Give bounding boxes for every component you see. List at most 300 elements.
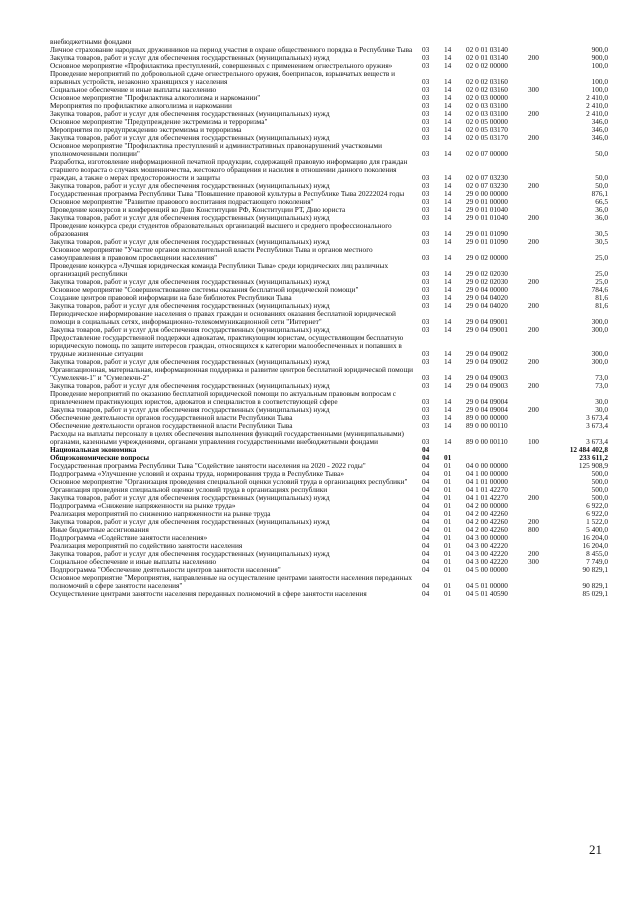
- row-section: 03: [422, 173, 430, 182]
- row-name: Создание центров правовой информации на базе библиотек Республики Тыва: [50, 293, 292, 302]
- row-subsection: 14: [444, 181, 452, 190]
- row-subsection: 14: [444, 381, 452, 390]
- row-subsection: 14: [444, 173, 452, 182]
- table-row: [50, 430, 608, 446]
- row-name: Основное мероприятие "Профилактика алкоголизма и наркомании": [50, 93, 261, 102]
- row-expense-type: [528, 462, 550, 470]
- row-expense-type: 200: [528, 181, 539, 190]
- row-section: 03: [422, 189, 430, 198]
- row-expense-type: [528, 390, 550, 406]
- row-section: 04: [422, 501, 430, 510]
- row-name: Основное мероприятие "Предупреждение экстремизма и терроризма": [50, 117, 268, 126]
- row-expense-type: [528, 38, 550, 46]
- row-section: 03: [422, 133, 430, 142]
- row-amount: 784,6: [591, 285, 608, 294]
- row-amount: 36,0: [595, 205, 608, 214]
- row-subsection: 01: [444, 541, 452, 550]
- row-section: 03: [422, 405, 430, 414]
- row-name: Общеэкономические вопросы: [50, 453, 150, 462]
- row-name: Закупка товаров, работ и услуг для обеспечения государственных (муниципальных) нужд: [50, 517, 330, 526]
- row-amount: 300,0: [591, 357, 608, 366]
- row-amount: 346,0: [591, 117, 608, 126]
- table-row: [50, 590, 608, 598]
- row-name: Основное мероприятие «Профилактика преступлений, совершенных с применением огнестрельного оружия»: [50, 61, 393, 70]
- row-expense-type: 200: [528, 493, 539, 502]
- row-name: Закупка товаров, работ и услуг для обеспечения государственных (муниципальных) нужд: [50, 237, 330, 246]
- row-name: Организация проведения специальной оценки условий труда в организациях республики: [50, 485, 328, 494]
- row-amount: 300,0: [591, 317, 608, 326]
- row-amount: 3 673,4: [586, 437, 608, 446]
- row-name: Социальное обеспечение и иные выплаты населению: [50, 557, 217, 566]
- row-name: Мероприятия по предупреждению экстремизма и терроризма: [50, 125, 242, 134]
- row-expense-type: 200: [528, 53, 539, 62]
- row-amount: 25,0: [595, 277, 608, 286]
- row-subsection: 01: [444, 549, 452, 558]
- row-target-article: 29 0 04 09004: [466, 397, 508, 406]
- row-amount: 16 204,0: [582, 541, 608, 550]
- row-target-article: 02 0 03 00000: [466, 93, 508, 102]
- row-name: Закупка товаров, работ и услуг для обеспечения государственных (муниципальных) нужд: [50, 181, 330, 190]
- row-target-article: 29 0 01 00000: [466, 197, 508, 206]
- row-name: Проведение конкурса «Лучшая юридическая команда Республики Тыва» среди юридических лиц различных организаций республики: [50, 261, 389, 278]
- row-name: Проведение мероприятий по добровольной сдаче огнестрельного оружия, боеприпасов, взрывчатых веществ и взрывных устройств, незаконно хранящихся у населения: [50, 69, 396, 86]
- row-section: 03: [422, 205, 430, 214]
- row-expense-type: 200: [528, 109, 539, 118]
- row-subsection: 01: [444, 509, 452, 518]
- row-amount: 50,0: [595, 173, 608, 182]
- row-name: Основное мероприятие "Развитие правового воспитания подрастающего поколения": [50, 197, 314, 206]
- row-amount: 876,1: [591, 189, 608, 198]
- row-target-article: 29 0 01 01090: [466, 229, 508, 238]
- row-amount: 233 611,2: [579, 453, 608, 462]
- row-target-article: 29 0 02 02030: [466, 269, 508, 278]
- row-section: 04: [422, 469, 430, 478]
- row-amount: 500,0: [591, 485, 608, 494]
- row-name: Основное мероприятие "Участие органов исполнительной власти Республики Тыва и органов местного самоуправления в правовом просвещении населения": [50, 245, 373, 262]
- row-expense-type: [528, 158, 550, 182]
- row-section: 04: [422, 517, 430, 526]
- row-section: 04: [422, 485, 430, 494]
- row-expense-type: [528, 566, 550, 574]
- row-subsection: 14: [444, 277, 452, 286]
- row-amount: 81,6: [595, 293, 608, 302]
- row-section: 04: [422, 525, 430, 534]
- row-target-article: 29 0 04 09003: [466, 373, 508, 382]
- row-subsection: 14: [444, 213, 452, 222]
- row-target-article: 29 0 02 02030: [466, 277, 508, 286]
- row-name: Закупка товаров, работ и услуг для обеспечения государственных (муниципальных) нужд: [50, 381, 330, 390]
- row-target-article: 89 0 00 00110: [466, 421, 508, 430]
- row-amount: 6 922,0: [586, 501, 608, 510]
- row-subsection: 14: [444, 349, 452, 358]
- row-subsection: 14: [444, 285, 452, 294]
- row-amount: 81,6: [595, 301, 608, 310]
- row-target-article: 02 0 07 03230: [466, 173, 508, 182]
- row-section: 03: [422, 293, 430, 302]
- row-section: 03: [422, 397, 430, 406]
- row-target-article: 04 5 00 00000: [466, 565, 508, 574]
- row-target-article: 04 2 00 42260: [466, 517, 508, 526]
- row-target-article: 02 0 02 00000: [466, 61, 508, 70]
- table-row: [50, 366, 608, 382]
- row-subsection: 01: [444, 493, 452, 502]
- row-name: Личное страхование народных дружинников на период участия в охране общественного порядка в Республике Тыва: [50, 45, 413, 54]
- row-amount: 30,0: [595, 397, 608, 406]
- row-subsection: 14: [444, 61, 452, 70]
- row-section: 03: [422, 301, 430, 310]
- row-target-article: 04 3 00 42220: [466, 541, 508, 550]
- row-subsection: 14: [444, 437, 452, 446]
- row-target-article: 02 0 07 00000: [466, 149, 508, 158]
- row-section: 03: [422, 101, 430, 110]
- row-subsection: 14: [444, 301, 452, 310]
- row-name: Закупка товаров, работ и услуг для обеспечения государственных (муниципальных) нужд: [50, 277, 330, 286]
- row-target-article: 04 3 00 00000: [466, 533, 508, 542]
- row-name: Разработка, изготовление информационной печатной продукции, содержащей правовую информацию для граждан старшего возраста о случаях мошенничества, жестокого обращения и насилия в отношении данного поколения граждан, а также о мерах предосторожности и защиты: [50, 157, 408, 182]
- row-amount: 2 410,0: [586, 93, 608, 102]
- row-amount: 500,0: [591, 493, 608, 502]
- row-target-article: 04 3 00 42220: [466, 549, 508, 558]
- budget-table-body: [50, 38, 608, 598]
- row-amount: 3 673,4: [586, 421, 608, 430]
- row-name: Реализация мероприятий по снижению напряженности на рынке труда: [50, 509, 271, 518]
- row-name: Мероприятия по профилактике алкоголизма и наркомании: [50, 101, 232, 110]
- row-subsection: 14: [444, 237, 452, 246]
- row-name: Обеспечение деятельности органов государственной власти Республики Тыва: [50, 413, 293, 422]
- row-section: 04: [422, 581, 430, 590]
- row-subsection: 01: [444, 525, 452, 534]
- row-amount: 8 455,0: [586, 549, 608, 558]
- row-target-article: 04 1 00 00000: [466, 469, 508, 478]
- row-section: 03: [422, 149, 430, 158]
- row-amount: 5 400,0: [586, 525, 608, 534]
- row-section: 04: [422, 453, 430, 462]
- row-section: 03: [422, 253, 430, 262]
- row-expense-type: [528, 478, 550, 486]
- row-subsection: 14: [444, 53, 452, 62]
- row-name: Основное мероприятие "Профилактика преступлений и административных правонарушений участковыми уполномоченными полиции": [50, 141, 383, 158]
- row-section: 04: [422, 509, 430, 518]
- row-subsection: 14: [444, 125, 452, 134]
- row-name: Проведение конкурсов и конференций ко Дню Конституции РФ, Конституции РТ, Дню юриста: [50, 205, 346, 214]
- row-section: 03: [422, 325, 430, 334]
- row-expense-type: [528, 286, 550, 294]
- row-amount: 500,0: [591, 477, 608, 486]
- row-subsection: 01: [444, 533, 452, 542]
- row-name: Подпрограмма «Снижение напряженности на рынке труда»: [50, 501, 236, 510]
- row-expense-type: [528, 590, 550, 598]
- row-expense-type: 200: [528, 517, 539, 526]
- row-expense-type: 100: [528, 437, 539, 446]
- page-number: 21: [589, 842, 602, 857]
- row-expense-type: 200: [528, 301, 539, 310]
- row-amount: 50,0: [595, 149, 608, 158]
- row-section: 04: [422, 493, 430, 502]
- row-target-article: 04 0 00 00000: [466, 461, 508, 470]
- row-section: 03: [422, 413, 430, 422]
- row-subsection: 14: [444, 117, 452, 126]
- row-target-article: 04 5 01 00000: [466, 581, 508, 590]
- row-expense-type: [528, 454, 550, 462]
- row-amount: 25,0: [595, 253, 608, 262]
- row-amount: 3 673,4: [586, 413, 608, 422]
- row-target-article: 02 0 03 03100: [466, 109, 508, 118]
- row-target-article: 89 0 00 00110: [466, 437, 508, 446]
- row-target-article: 04 2 00 42260: [466, 525, 508, 534]
- row-target-article: 04 2 00 42260: [466, 509, 508, 518]
- row-section: 04: [422, 461, 430, 470]
- table-row: [50, 262, 608, 278]
- budget-table: [50, 38, 608, 598]
- row-subsection: 14: [444, 229, 452, 238]
- row-section: 03: [422, 373, 430, 382]
- row-amount: 36,0: [595, 213, 608, 222]
- row-subsection: 14: [444, 149, 452, 158]
- row-amount: 30,5: [595, 237, 608, 246]
- row-subsection: 14: [444, 77, 452, 86]
- row-name: Закупка товаров, работ и услуг для обеспечения государственных (муниципальных) нужд: [50, 109, 330, 118]
- row-expense-type: [528, 62, 550, 70]
- row-name: Закупка товаров, работ и услуг для обеспечения государственных (муниципальных) нужд: [50, 53, 330, 62]
- row-section: 03: [422, 421, 430, 430]
- row-name: Закупка товаров, работ и услуг для обеспечения государственных (муниципальных) нужд: [50, 213, 330, 222]
- row-expense-type: [528, 414, 550, 422]
- row-target-article: 04 1 01 00000: [466, 477, 508, 486]
- row-target-article: 29 0 04 09003: [466, 381, 508, 390]
- row-target-article: 04 3 00 42220: [466, 557, 508, 566]
- row-expense-type: [528, 366, 550, 382]
- row-amount: 346,0: [591, 125, 608, 134]
- row-expense-type: 200: [528, 237, 539, 246]
- row-section: 03: [422, 117, 430, 126]
- row-expense-type: [528, 574, 550, 590]
- row-expense-type: [528, 70, 550, 86]
- row-amount: 300,0: [591, 349, 608, 358]
- row-subsection: 01: [444, 485, 452, 494]
- row-target-article: 29 0 04 00000: [466, 285, 508, 294]
- row-subsection: 14: [444, 197, 452, 206]
- row-name: Подпрограмма «Улучшение условий и охраны труда, нормирования труда в Республике Тыва»: [50, 469, 345, 478]
- row-target-article: 29 0 04 04020: [466, 293, 508, 302]
- row-amount: 85 029,1: [582, 589, 608, 598]
- row-name: Организационная, материальная, информационная поддержка и развитие центров бесплатной юридической помощи "Сумелекчи-1" и "Сумелекчи-2": [50, 365, 413, 382]
- row-target-article: 02 0 02 03160: [466, 77, 508, 86]
- row-section: 03: [422, 181, 430, 190]
- row-subsection: 14: [444, 373, 452, 382]
- table-row: [50, 158, 608, 182]
- row-name: Закупка товаров, работ и услуг для обеспечения государственных (муниципальных) нужд: [50, 301, 330, 310]
- row-amount: 66,5: [595, 197, 608, 206]
- row-target-article: 04 1 01 42270: [466, 493, 508, 502]
- row-amount: 12 484 402,8: [569, 445, 608, 454]
- row-target-article: 29 0 00 00000: [466, 189, 508, 198]
- row-expense-type: [528, 422, 550, 430]
- row-section: 04: [422, 477, 430, 486]
- row-name: Периодическое информирование населения о правах граждан и основаниях оказания бесплатной юридической помощи в социальных сетях, информационно-телекоммуникационной сети "Интернет": [50, 309, 396, 326]
- row-expense-type: 200: [528, 133, 539, 142]
- table-row: [50, 574, 608, 590]
- row-section: 04: [422, 565, 430, 574]
- row-amount: 90 829,1: [582, 565, 608, 574]
- row-expense-type: 200: [528, 277, 539, 286]
- table-row: [50, 334, 608, 358]
- table-row: [50, 142, 608, 158]
- row-expense-type: [528, 534, 550, 542]
- row-section: 03: [422, 61, 430, 70]
- row-subsection: 14: [444, 413, 452, 422]
- row-section: 03: [422, 45, 430, 54]
- row-expense-type: [528, 470, 550, 478]
- row-subsection: 14: [444, 357, 452, 366]
- row-expense-type: 300: [528, 557, 539, 566]
- row-expense-type: [528, 190, 550, 198]
- row-subsection: 14: [444, 293, 452, 302]
- row-name: Основное мероприятие "Организация проведения специальной оценки условий труда в организациях республики": [50, 477, 408, 486]
- row-subsection: 14: [444, 93, 452, 102]
- row-section: 03: [422, 381, 430, 390]
- row-subsection: 14: [444, 45, 452, 54]
- row-target-article: 29 0 01 01090: [466, 237, 508, 246]
- row-name: Проведение конкурса среди студентов образовательных организаций высшего и среднего профессионального образования: [50, 221, 392, 238]
- row-subsection: 14: [444, 421, 452, 430]
- row-expense-type: [528, 262, 550, 278]
- row-target-article: 29 0 04 09002: [466, 357, 508, 366]
- row-amount: 30,5: [595, 229, 608, 238]
- row-section: 03: [422, 229, 430, 238]
- row-name: Реализация мероприятий по содействию занятости населения: [50, 541, 243, 550]
- row-section: 03: [422, 85, 430, 94]
- row-section: 04: [422, 445, 430, 454]
- row-target-article: 29 0 04 04020: [466, 301, 508, 310]
- row-amount: 50,0: [595, 181, 608, 190]
- row-expense-type: [528, 142, 550, 158]
- row-subsection: 01: [444, 517, 452, 526]
- row-subsection: 14: [444, 133, 452, 142]
- row-expense-type: 200: [528, 381, 539, 390]
- row-target-article: 04 2 00 00000: [466, 501, 508, 510]
- row-target-article: 89 0 00 00000: [466, 413, 508, 422]
- row-amount: 346,0: [591, 133, 608, 142]
- row-expense-type: 300: [528, 85, 539, 94]
- row-section: 03: [422, 213, 430, 222]
- row-name: Государственная программа Республики Тыва "Содействие занятости населения на 2020 - 2022 годы": [50, 461, 366, 470]
- row-expense-type: 800: [528, 525, 539, 534]
- row-target-article: 04 1 01 42270: [466, 485, 508, 494]
- row-target-article: [466, 446, 528, 454]
- row-expense-type: 200: [528, 357, 539, 366]
- row-subsection: 01: [444, 589, 452, 598]
- row-target-article: 02 0 01 03140: [466, 45, 508, 54]
- row-expense-type: [528, 222, 550, 238]
- table-row: [50, 70, 608, 86]
- row-subsection: 14: [444, 85, 452, 94]
- row-expense-type: 200: [528, 325, 539, 334]
- row-name: Закупка товаров, работ и услуг для обеспечения государственных (муниципальных) нужд: [50, 405, 330, 414]
- row-section: 03: [422, 269, 430, 278]
- row-name: Подпрограмма «Содействие занятости населения»: [50, 533, 208, 542]
- row-expense-type: [528, 310, 550, 326]
- table-row: [50, 246, 608, 262]
- row-section: 04: [422, 541, 430, 550]
- row-target-article: 02 0 01 03140: [466, 53, 508, 62]
- row-subsection: 01: [444, 461, 452, 470]
- row-amount: 300,0: [591, 325, 608, 334]
- row-name: Осуществление центрами занятости населения переданных полномочий в сфере занятости населения: [50, 589, 367, 598]
- row-expense-type: [528, 446, 550, 454]
- row-name: Обеспечение деятельности органов государственной власти Республики Тыва: [50, 421, 293, 430]
- row-subsection: 14: [444, 405, 452, 414]
- row-subsection: 14: [444, 109, 452, 118]
- row-expense-type: [528, 94, 550, 102]
- row-name: Национальная экономика: [50, 445, 137, 454]
- row-name: Закупка товаров, работ и услуг для обеспечения государственных (муниципальных) нужд: [50, 133, 330, 142]
- row-target-article: 02 0 05 03170: [466, 125, 508, 134]
- row-target-article: 02 0 07 03230: [466, 181, 508, 190]
- row-subsection: 14: [444, 317, 452, 326]
- row-amount: 7 749,0: [586, 557, 608, 566]
- row-target-article: 29 0 02 00000: [466, 253, 508, 262]
- row-section: 03: [422, 125, 430, 134]
- row-expense-type: [528, 502, 550, 510]
- table-row: [50, 310, 608, 326]
- row-section: 04: [422, 589, 430, 598]
- row-amount: 125 908,9: [578, 461, 608, 470]
- row-subsection: 01: [444, 557, 452, 566]
- row-name: внебюджетными фондами: [50, 37, 132, 46]
- row-name: Закупка товаров, работ и услуг для обеспечения государственных (муниципальных) нужд: [50, 357, 330, 366]
- row-subsection: 14: [444, 101, 452, 110]
- row-name: Иные бюджетные ассигнования: [50, 525, 149, 534]
- row-section: 03: [422, 237, 430, 246]
- row-section: 03: [422, 53, 430, 62]
- row-name: Подпрограмма "Обеспечение деятельности центров занятости населения": [50, 565, 281, 574]
- row-section: 03: [422, 285, 430, 294]
- row-subsection: 14: [444, 253, 452, 262]
- row-target-article: 02 0 03 03100: [466, 101, 508, 110]
- table-row: [50, 390, 608, 406]
- row-subsection: 14: [444, 269, 452, 278]
- row-name: Проведение мероприятий по оказанию бесплатной юридической помощи по актуальным правовым вопросам с привлечением практикующих юристов, адвокатов и специалистов в соответствующей сфере: [50, 389, 397, 406]
- row-section: 03: [422, 109, 430, 118]
- row-subsection: 14: [444, 189, 452, 198]
- row-section: 03: [422, 317, 430, 326]
- row-section: 04: [422, 533, 430, 542]
- row-amount: 30,0: [595, 405, 608, 414]
- row-section: 03: [422, 357, 430, 366]
- row-amount: 2 410,0: [586, 109, 608, 118]
- row-expense-type: 200: [528, 405, 539, 414]
- row-target-article: 04 5 01 40590: [466, 589, 508, 598]
- row-amount: 100,0: [591, 77, 608, 86]
- row-section: 03: [422, 437, 430, 446]
- row-target-article: 29 0 04 09002: [466, 349, 508, 358]
- row-target-article: 02 0 05 03170: [466, 133, 508, 142]
- row-target-article: 02 0 05 00000: [466, 117, 508, 126]
- row-amount: 100,0: [591, 85, 608, 94]
- row-subsection: 01: [444, 469, 452, 478]
- row-amount: 900,0: [591, 45, 608, 54]
- row-amount: 25,0: [595, 269, 608, 278]
- row-target-article: 29 0 01 01040: [466, 205, 508, 214]
- row-name: Закупка товаров, работ и услуг для обеспечения государственных (муниципальных) нужд: [50, 549, 330, 558]
- row-target-article: 29 0 04 09004: [466, 405, 508, 414]
- row-name: Предоставление государственной поддержки адвокатам, практикующим юристам, осуществляющим бесплатную юридическую помощь по защите интересов граждан, относящихся к категории малообеспеченных и попавших в трудные жизненные ситуации: [50, 333, 404, 358]
- row-name: Расходы на выплаты персоналу в целях обеспечения выполнения функций государственными (муниципальными) органами, казенными учреждениями, органами управления государственными внебюджетными фондами: [50, 429, 404, 446]
- row-target-article: 29 0 04 09001: [466, 325, 508, 334]
- row-section: 03: [422, 197, 430, 206]
- row-expense-type: 200: [528, 213, 539, 222]
- row-subsection: 01: [444, 477, 452, 486]
